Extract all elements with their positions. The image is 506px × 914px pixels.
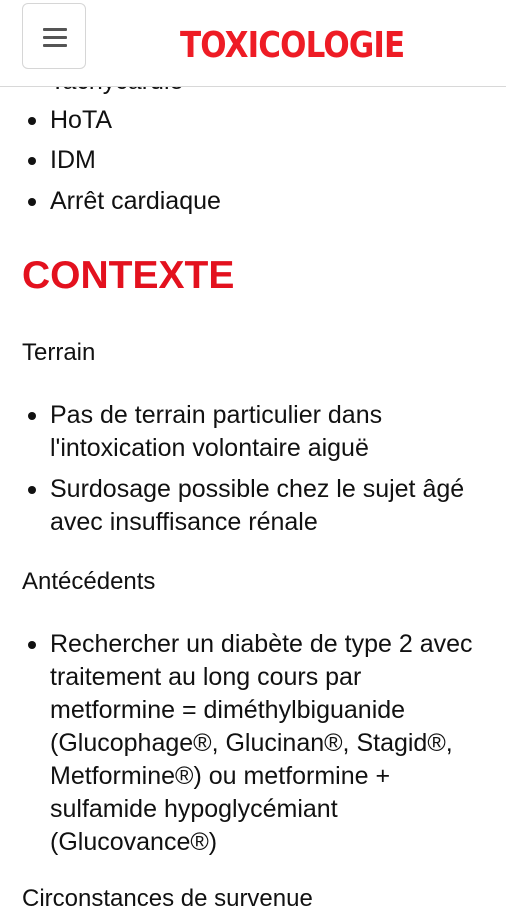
list-item: Rechercher un diabète de type 2 avec traitement au long cours par metformine = diméthylbiguanide (Glucophage®, Glucinan®, Stagid®, Metformine®) ou metformine + sulfamide hypoglycémiant (Glucovance®): [0, 628, 490, 859]
list-item-text: IDM: [50, 146, 96, 174]
section-title: CONTEXTE: [22, 254, 235, 297]
app-title: TOXICOLOGIE: [180, 25, 405, 66]
hamburger-menu-icon-bar: [43, 36, 67, 39]
subheading-circonstances: Circonstances de survenue: [22, 885, 313, 912]
app-header: [0, 0, 506, 87]
antecedents-list: [0, 628, 506, 859]
subheading-antecedents: Antécédents: [22, 568, 156, 595]
list-item-text: Arrêt cardiaque: [50, 187, 221, 215]
list-item-text: HoTA: [50, 106, 113, 134]
terrain-list: [0, 399, 506, 539]
list-item: Surdosage possible chez le sujet âgé avec insuffisance rénale: [0, 473, 490, 539]
hamburger-menu-icon: [43, 28, 67, 31]
menu-button[interactable]: [22, 3, 86, 69]
subheading-terrain: Terrain: [22, 339, 96, 366]
list-item: Pas de terrain particulier dans l'intoxication volontaire aiguë: [0, 399, 490, 465]
hamburger-menu-icon-bar: [43, 44, 67, 47]
